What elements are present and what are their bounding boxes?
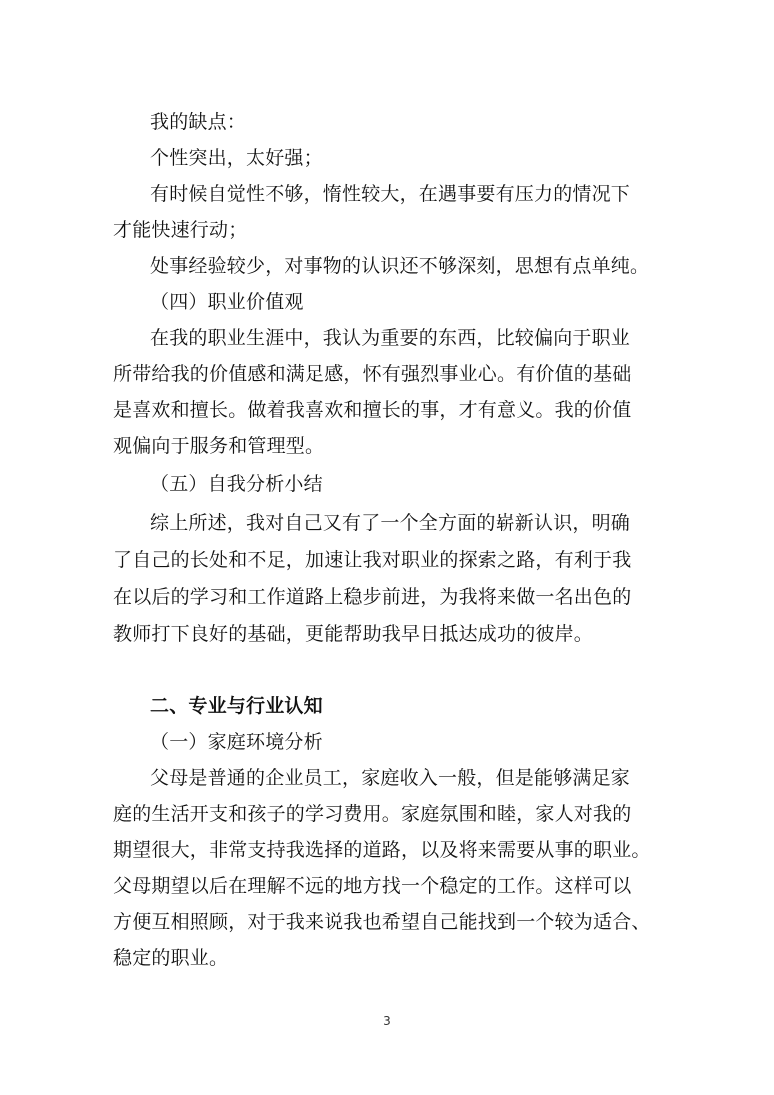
text-line: 在我的职业生涯中，我认为重要的东西，比较偏向于职业: [150, 327, 631, 349]
text-line: 有时候自觉性不够，惰性较大，在遇事要有压力的情况下: [150, 183, 631, 205]
text-line: 是喜欢和擅长。做着我喜欢和擅长的事，才有意义。我的价值: [113, 399, 632, 421]
section-heading-1: （一）家庭环境分析: [150, 731, 323, 753]
text-line: 庭的生活开支和孩子的学习费用。家庭氛围和睦，家人对我的: [113, 803, 632, 825]
text-line: 我的缺点：: [150, 111, 247, 133]
text-line: 教师打下良好的基础，更能帮助我早日抵达成功的彼岸。: [113, 623, 594, 645]
text-line: 才能快速行动；: [113, 219, 248, 241]
text-line: 在以后的学习和工作道路上稳步前进，为我将来做一名出色的: [113, 586, 632, 608]
text-line: 方便互相照顾，对于我来说我也希望自己能找到一个较为适合、: [113, 911, 651, 933]
text-line: 处事经验较少，对事物的认识还不够深刻，思想有点单纯。: [150, 255, 650, 277]
page-number: 3: [383, 1014, 391, 1028]
text-line: 所带给我的价值感和满足感，怀有强烈事业心。有价值的基础: [113, 363, 632, 385]
text-line: 了自己的长处和不足，加速让我对职业的探索之路，有利于我: [113, 549, 632, 571]
section-heading-4: （四）职业价值观: [150, 291, 304, 313]
text-line: 个性突出，太好强；: [150, 147, 323, 169]
text-line: 父母是普通的企业员工，家庭收入一般，但是能够满足家: [150, 767, 631, 789]
text-line: 期望很大，非常支持我选择的道路，以及将来需要从事的职业。: [113, 839, 651, 861]
text-line: 稳定的职业。: [113, 947, 229, 969]
text-line: 父母期望以后在理解不远的地方找一个稳定的工作。这样可以: [113, 875, 632, 897]
section-heading-5: （五）自我分析小结: [150, 473, 323, 495]
chapter-heading: 二、专业与行业认知: [150, 695, 323, 717]
text-line: 观偏向于服务和管理型。: [113, 435, 325, 457]
text-line: 综上所述，我对自己又有了一个全方面的崭新认识，明确: [150, 512, 631, 534]
